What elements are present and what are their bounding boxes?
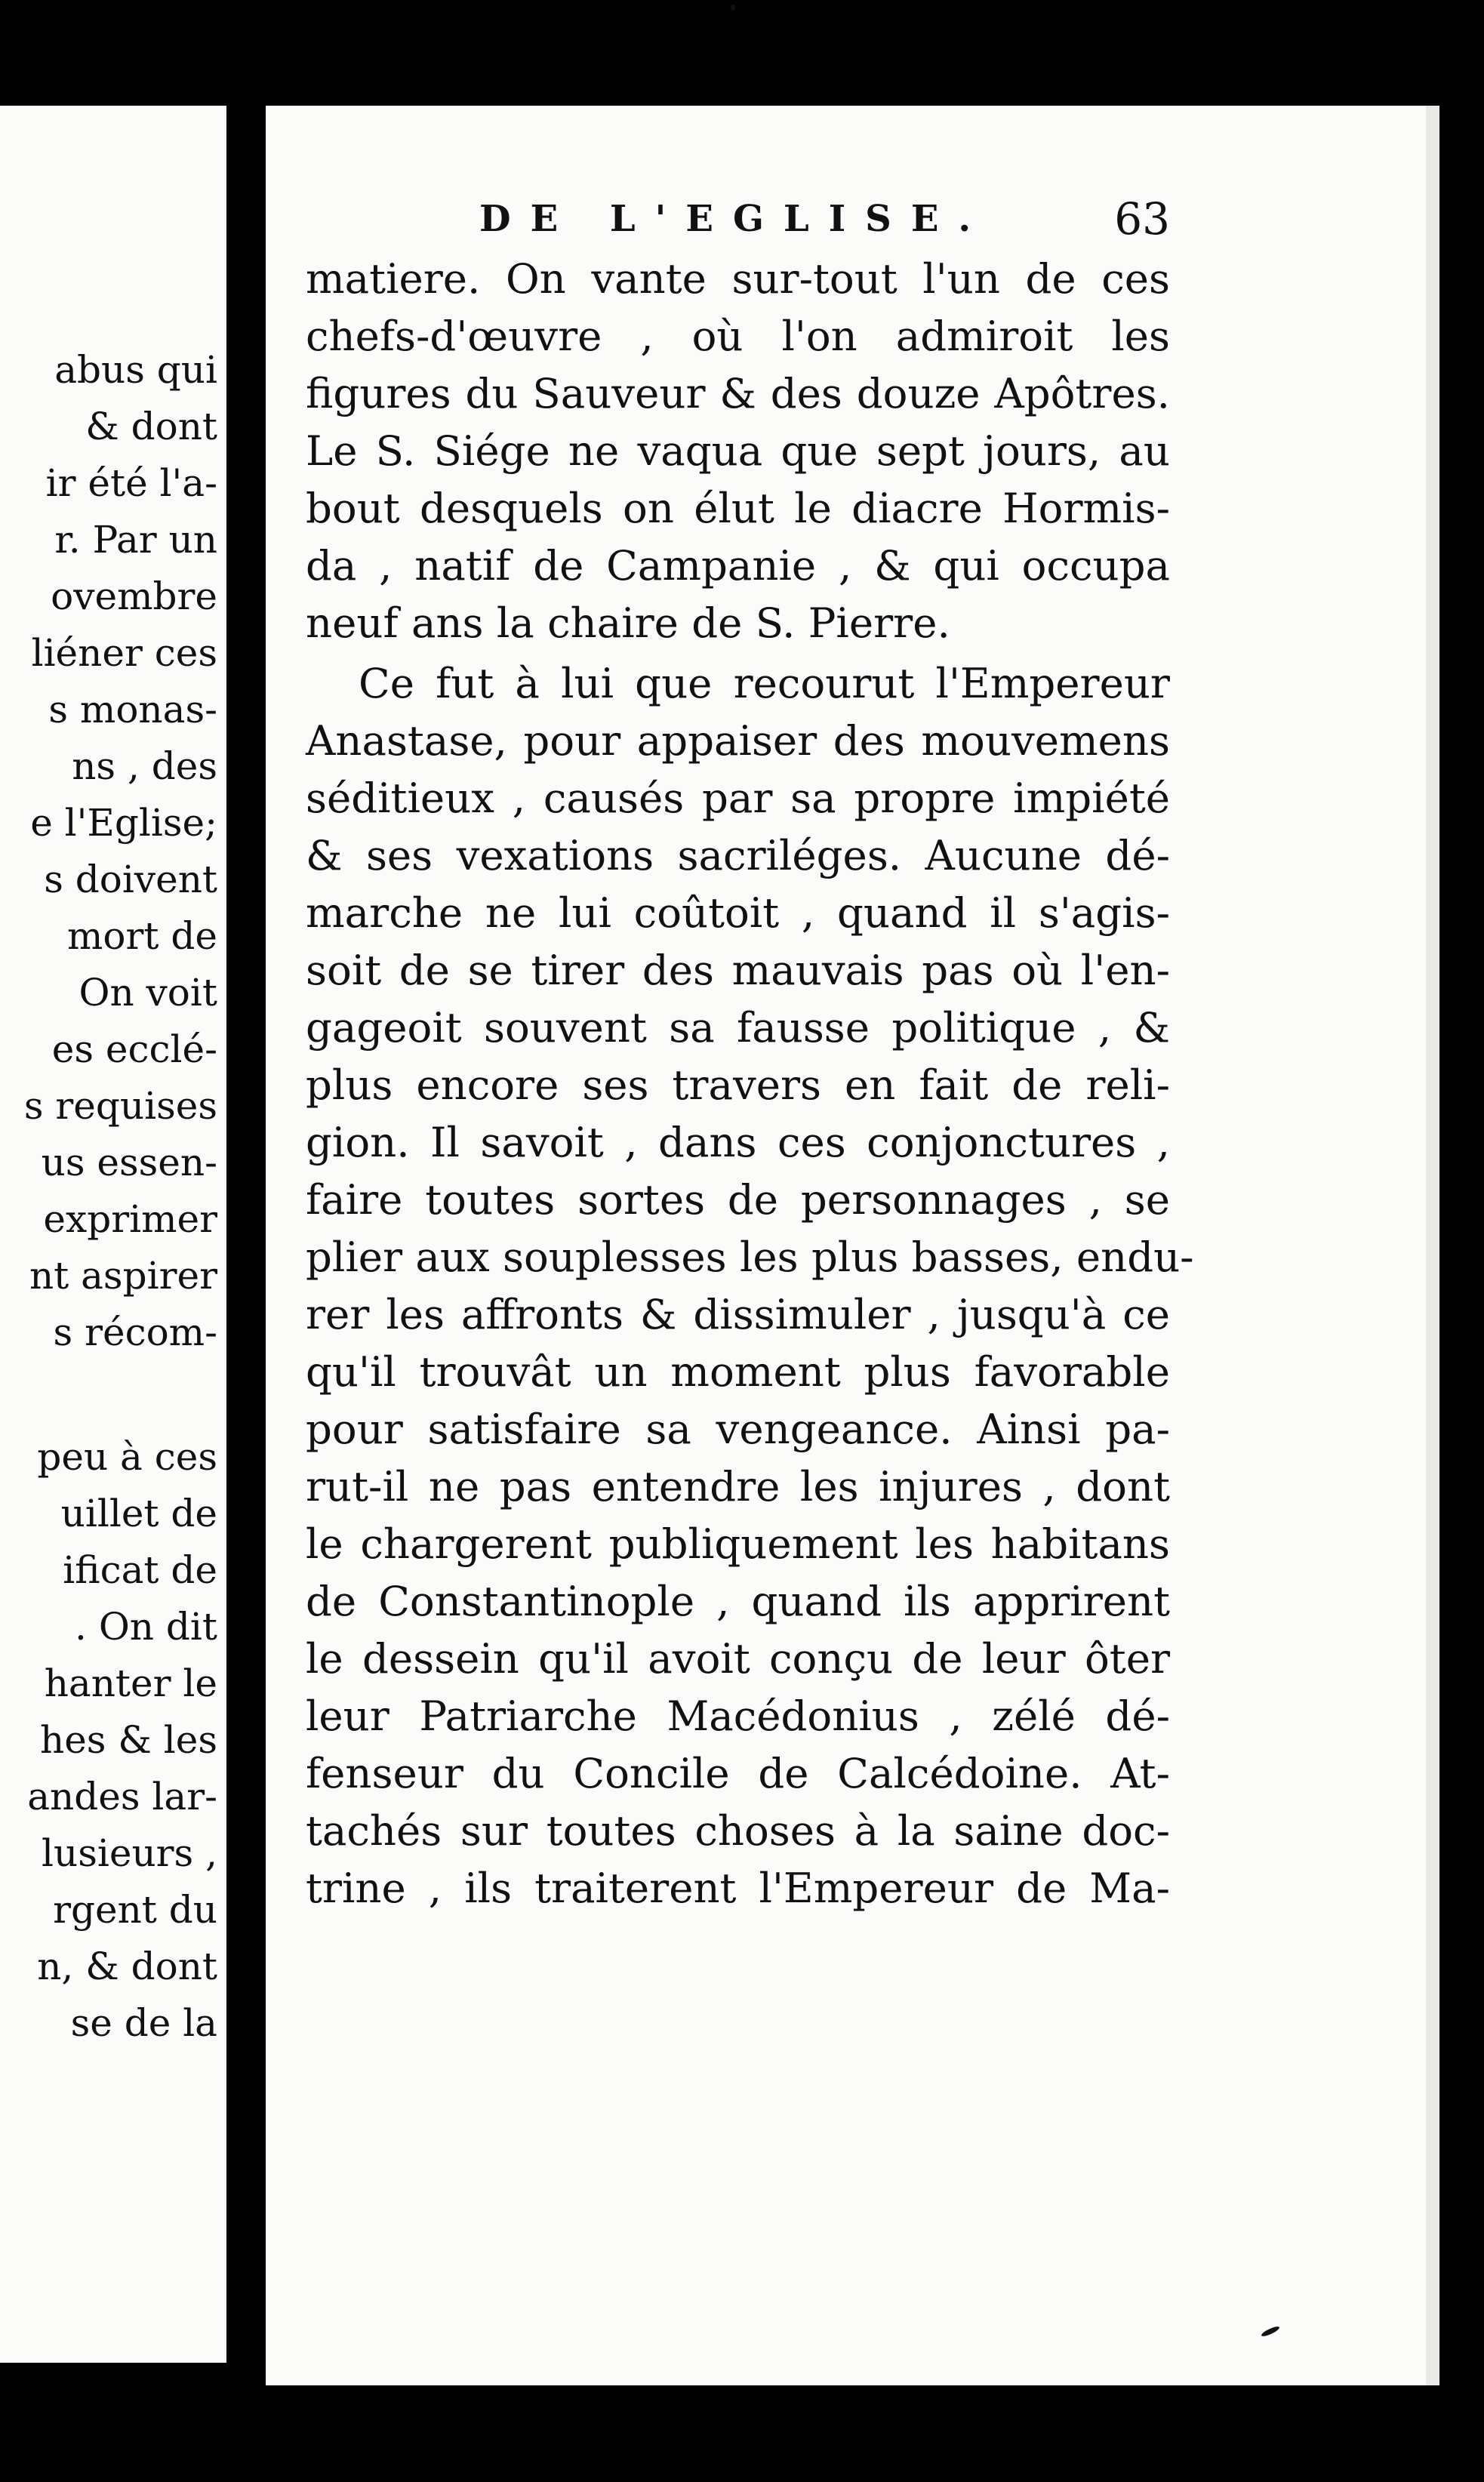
left-text-line: s récom- (53, 1310, 217, 1354)
left-text-line: hanter le (44, 1661, 217, 1705)
text-line: soit de se tirer des mauvais pas où l'en- (306, 946, 1170, 994)
text-line: figures du Sauveur & des douze Apôtres. (306, 369, 1170, 417)
left-text-line: exprimer (43, 1197, 217, 1241)
text-line: trine , ils traiterent l'Empereur de Ma- (306, 1864, 1170, 1912)
left-text-line: s doivent (44, 858, 217, 901)
left-text-line: s requises (23, 1084, 217, 1128)
text-line: le dessein qu'il avoit conçu de leur ôter (306, 1634, 1170, 1683)
text-line: matiere. On vante sur-tout l'un de ces (306, 254, 1170, 303)
left-text-line: nt aspirer (29, 1254, 217, 1298)
text-line: fenseur du Concile de Calcédoine. At- (306, 1749, 1170, 1797)
text-line: gageoit souvent sa fausse politique , & (306, 1003, 1170, 1052)
left-page-fragment (0, 106, 226, 2363)
left-text-line: & dont (85, 405, 217, 448)
left-text-line: ovembre (51, 574, 217, 618)
text-line: & ses vexations sacriléges. Aucune dé- (306, 831, 1170, 879)
left-text-line: andes lar- (27, 1775, 217, 1818)
text-line: marche ne lui coûtoit , quand il s'agis- (306, 888, 1170, 937)
left-text-line: liéner ces (31, 631, 217, 675)
text-line: faire toutes sortes de personnages , se (306, 1175, 1170, 1224)
text-line: plier aux souplesses les plus basses, endu- (306, 1233, 1194, 1281)
left-text-line: n, & dont (37, 1945, 217, 1988)
text-line: pour satisfaire sa vengeance. Ainsi pa- (306, 1405, 1170, 1453)
text-line: bout desquels on élut le diacre Hormis- (306, 484, 1170, 532)
text-line: rer les affronts & dissimuler , jusqu'à ce (306, 1290, 1170, 1338)
text-line: Le S. Siége ne vaqua que sept jours, au (306, 426, 1170, 475)
left-text-line: se de la (70, 2001, 217, 2045)
left-text-line: lusieurs , (42, 1831, 217, 1875)
left-text-line: ir été l'a- (45, 461, 217, 505)
left-text-line: ns , des (72, 744, 217, 788)
running-head-title: DE L'EGLISE. (479, 198, 991, 240)
paragraph-first-line: Ce fut à lui que recourut l'Empereur (359, 659, 1170, 707)
left-text-line: . On dit (75, 1605, 217, 1649)
text-line: qu'il trouvât un moment plus favorable (306, 1347, 1170, 1396)
text-line: séditieux , causés par sa propre impiété (306, 774, 1170, 822)
text-line: de Constantinople , quand ils apprirent (306, 1577, 1170, 1625)
ink-speck (731, 5, 735, 11)
text-line: rut-il ne pas entendre les injures , dont (306, 1462, 1170, 1510)
left-text-line: peu à ces (37, 1435, 217, 1479)
text-line: le chargerent publiquement les habitans (306, 1520, 1170, 1568)
left-text-line: ificat de (63, 1548, 217, 1592)
text-line: gion. Il savoit , dans ces conjonctures , (306, 1118, 1170, 1166)
left-text-line: mort de (67, 914, 217, 958)
text-line: neuf ans la chaire de S. Pierre. (306, 599, 950, 647)
text-line: tachés sur toutes choses à la saine doc- (306, 1806, 1170, 1855)
text-line: leur Patriarche Macédonius , zélé dé- (306, 1692, 1170, 1740)
left-text-line: e l'Eglise; (30, 801, 217, 845)
left-text-line: us essen- (41, 1141, 217, 1184)
text-line: da , natif de Campanie , & qui occupa (306, 541, 1170, 590)
left-text-line: uillet de (60, 1492, 217, 1535)
left-text-line: rgent du (53, 1888, 217, 1932)
left-text-line: es ecclé- (51, 1027, 217, 1071)
left-text-line: On voit (79, 971, 217, 1015)
text-line: Anastase, pour appaiser des mouvemens (306, 716, 1170, 765)
page-number: 63 (1114, 193, 1170, 245)
running-head (211, 193, 1170, 251)
text-line: chefs-d'œuvre , où l'on admiroit les (306, 312, 1170, 360)
left-text-line: r. Par un (54, 518, 217, 562)
left-text-line: abus qui (54, 348, 217, 392)
left-text-line: hes & les (40, 1718, 217, 1762)
text-line: plus encore ses travers en fait de reli- (306, 1061, 1170, 1109)
left-text-line: s monas- (48, 688, 217, 731)
